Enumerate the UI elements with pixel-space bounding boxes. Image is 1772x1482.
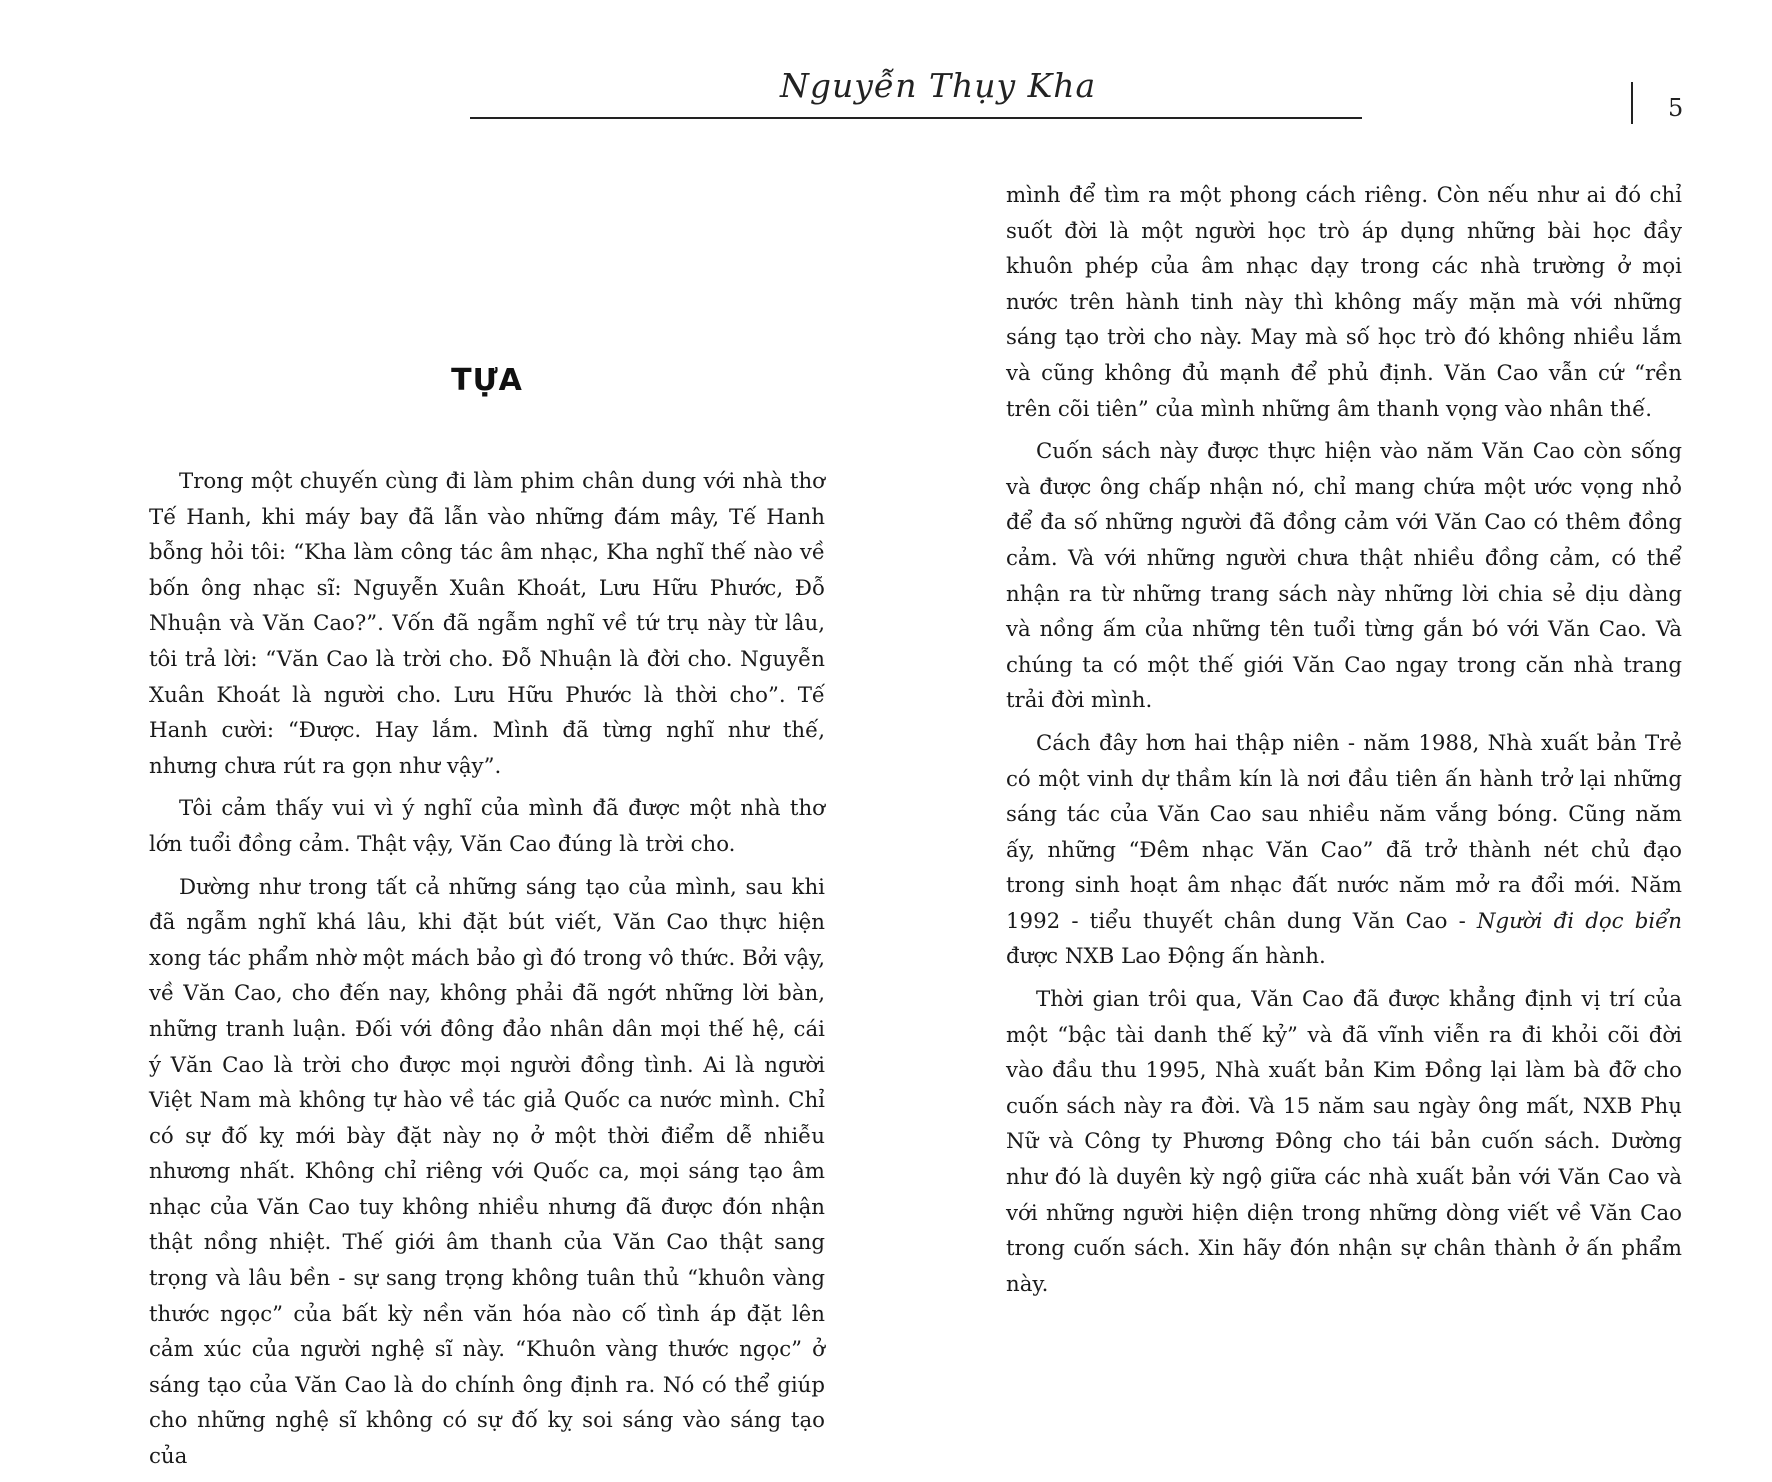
right-column (1006, 178, 1682, 1309)
chapter-title: TỰA (451, 363, 523, 398)
left-paragraph-3: Dường như trong tất cả những sáng tạo của mình, sau khi đã ngẫm nghĩ khá lâu, khi đặt bút viết, Văn Cao thực hiện xong tác phẩm nhờ một mách bảo gì đó trong vô thức. Bởi vậy, về Văn Cao, cho đến nay, không phải đã ngớt những lời bàn, những tranh luận. Đối với đông đảo nhân dân mọi thế hệ, cái ý Văn Cao là trời cho được mọi người đồng tình. Ai là người Việt Nam mà không tự hào về tác giả Quốc ca nước mình. Chỉ có sự đố kỵ mới bày đặt này nọ ở một thời điểm dễ nhiễu nhương nhất. Không chỉ riêng với Quốc ca, mọi sáng tạo âm nhạc của Văn Cao tuy không nhiều nhưng đã được đón nhận thật nồng nhiệt. Thế giới âm thanh của Văn Cao thật sang trọng và lâu bền - sự sang trọng không tuân thủ “khuôn vàng thước ngọc” của bất kỳ nền văn hóa nào cố tình áp đặt lên cảm xúc của người nghệ sĩ này. “Khuôn vàng thước ngọc” ở sáng tạo của Văn Cao là do chính ông định ra. Nó có thể giúp cho những nghệ sĩ không có sự đố kỵ soi sáng vào sáng tạo của (149, 874, 825, 1470)
header-author-name: Nguyễn Thụy Kha (780, 66, 1097, 105)
right-paragraph-2: Cuốn sách này được thực hiện vào năm Văn Cao còn sống và được ông chấp nhận nó, chỉ mang chứa một ước vọng nhỏ để đa số những người đã đồng cảm với Văn Cao có thêm đồng cảm. Và với những người chưa thật nhiều đồng cảm, có thể nhận ra từ những trang sách này những lời chia sẻ dịu dàng và nồng ấm của những tên tuổi từng gắn bó với Văn Cao. Và chúng ta có một thế giới Văn Cao ngay trong căn nhà trang trải đời mình. (1006, 439, 1682, 714)
right-paragraph-4: Thời gian trôi qua, Văn Cao đã được khẳng định vị trí của một “bậc tài danh thế kỷ” và đã vĩnh viễn ra đi khỏi cõi đời vào đầu thu 1995, Nhà xuất bản Kim Đồng lại làm bà đỡ cho cuốn sách này ra đời. Và 15 năm sau ngày ông mất, NXB Phụ Nữ và Công ty Phương Đông cho tái bản cuốn sách. Dường như đó là duyên kỳ ngộ giữa các nhà xuất bản với Văn Cao và với những người hiện diện trong những dòng viết về Văn Cao trong cuốn sách. Xin hãy đón nhận sự chân thành ở ấn phẩm này. (1006, 987, 1682, 1297)
book-title-italic: Người đi dọc biển (1476, 908, 1682, 934)
header-rule (470, 117, 1362, 119)
left-paragraph-2: Tôi cảm thấy vui vì ý nghĩ của mình đã được một nhà thơ lớn tuổi đồng cảm. Thật vậy, Văn Cao đúng là trời cho. (149, 796, 825, 857)
right-paragraph-3-text-a: Cách đây hơn hai thập niên - năm 1988, Nhà xuất bản Trẻ có một vinh dự thầm kín là nơi đầu tiên ấn hành trở lại những sáng tác của Văn Cao sau nhiều năm vắng bóng. Cũng năm ấy, những “Đêm nhạc Văn Cao” đã trở thành nét chủ đạo trong sinh hoạt âm nhạc đất nước năm mở ra đổi mới. Năm 1992 - tiểu thuyết chân dung Văn Cao - (1006, 730, 1682, 934)
page-number-divider (1631, 82, 1633, 124)
right-paragraph-3 (1006, 726, 1682, 975)
right-paragraph-1: mình để tìm ra một phong cách riêng. Còn nếu như ai đó chỉ suốt đời là một người học trò áp dụng những bài học đầy khuôn phép của âm nhạc dạy trong các nhà trường ở mọi nước trên hành tinh này thì không mấy mặn mà với những sáng tạo trời cho này. May mà số học trò đó không nhiều lắm và cũng không đủ mạnh để phủ định. Văn Cao vẫn cứ “rền trên cõi tiên” của mình những âm thanh vọng vào nhân thế. (1006, 183, 1682, 422)
left-column (149, 464, 825, 1482)
page-number: 5 (1668, 94, 1684, 122)
left-paragraph-1: Trong một chuyến cùng đi làm phim chân dung với nhà thơ Tế Hanh, khi máy bay đã lẫn vào những đám mây, Tế Hanh bỗng hỏi tôi: “Kha làm công tác âm nhạc, Kha nghĩ thế nào về bốn ông nhạc sĩ: Nguyễn Xuân Khoát, Lưu Hữu Phước, Đỗ Nhuận và Văn Cao?”. Vốn đã ngẫm nghĩ về tứ trụ này từ lâu, tôi trả lời: “Văn Cao là trời cho. Đỗ Nhuận là đời cho. Nguyễn Xuân Khoát là người cho. Lưu Hữu Phước là thời cho”. Tế Hanh cười: “Được. Hay lắm. Mình đã từng nghĩ như thế, nhưng chưa rút ra gọn như vậy”. (149, 469, 825, 779)
right-paragraph-3-text-b: được NXB Lao Động ấn hành. (1006, 944, 1326, 970)
